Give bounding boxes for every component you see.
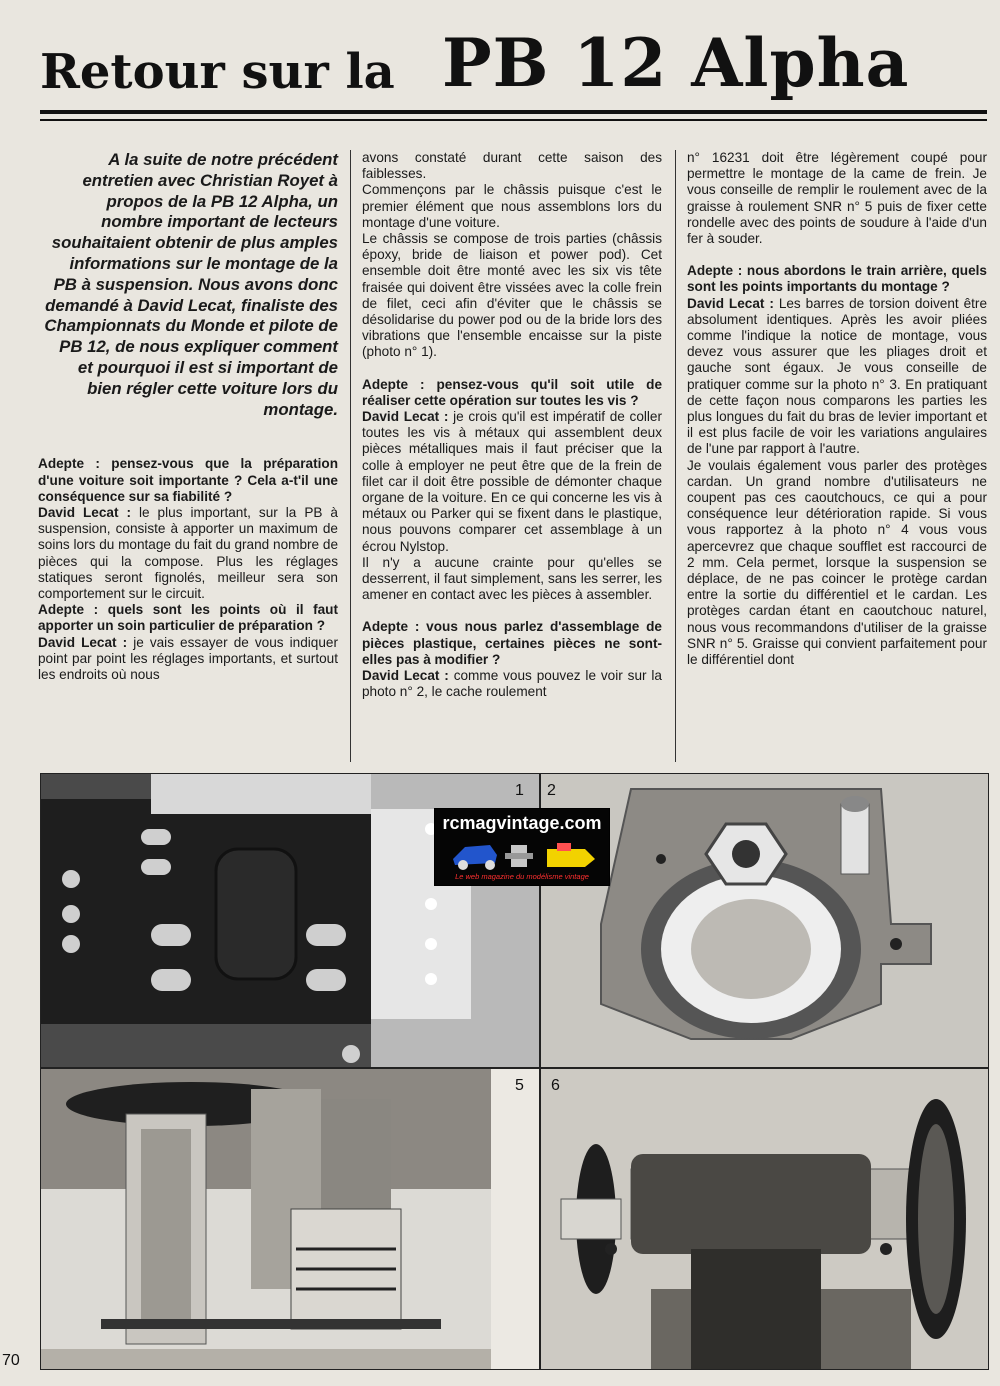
paragraph: Je voulais également vous parler des protèges cardan. Un grand nombre d'utilisateurs ne coupent pas ces caoutchoucs, ce qui a pour conséquence leur détérioration rapide. Si vous vous rapportez à la photo n° 4 vous vous apercevrez que chaque soufflet est raccourci de 2 mm. Cela permet, lorsque la suspension se déplace, de ne pas coincer le protège cardan entre la sortie du différentiel et le cardan. Les protèges cardan étant en caoutchouc naturel, nous vous recommandons d'utiliser de la graisse SNR n° 5. Graisse qui convient parfaitement pour le différentiel dont xyxy=(687,457,987,668)
photo-6-differential xyxy=(540,1068,989,1370)
question-1: Adepte : pensez-vous que la préparation d'une voiture soit importante ? Cela a-t'il une conséquence sur sa fiabilité ? xyxy=(38,456,338,504)
paragraph: Il n'y a aucune crainte pour qu'elles se desserrent, il faut simplement, sans les serrer, les amener en contact avec les pièces à assembler. xyxy=(362,554,662,603)
paragraph: Le châssis se compose de trois parties (châssis époxy, bride de liaison et power pod). Cet ensemble doit être monté avec les six vis tête fraisée qui doivent être vissées avec la colle frein de filet, ceci afin d'éviter que le châssis se désolidarise du power pod ou de la bride lors des vibrations que l'ensemble encaisse sur la piste (photo n° 1). xyxy=(362,231,662,360)
logo-text: rcmagvintage.com xyxy=(442,813,602,833)
title-rule-thin xyxy=(40,119,987,121)
question-5: Adepte : nous abordons le train arrière, quels sont les points importants du montage ? xyxy=(687,263,987,295)
paragraph: Commençons par le châssis puisque c'est le premier élément que nous assemblons lors du montage d'une voiture. xyxy=(362,182,662,230)
photo-number-6: 6 xyxy=(551,1077,560,1094)
title-part-1: Retour sur la xyxy=(40,44,395,100)
answer-4: David Lecat : comme vous pouvez le voir sur la photo n° 2, le cache roulement xyxy=(362,668,662,700)
answer-3: David Lecat : je crois qu'il est impératif de coller toutes les vis à métaux qui assemblent deux pièces métalliques mais il faut préciser que la colle à employer ne peut être que de la frein de filet car il doit être possible de démonter chaque organe de la voiture. En ce qui concerne les vis à métaux ou Parker qui se fixent dans le plastique, nous pouvons comparer cet assemblage à un écrou Nylstop. xyxy=(362,409,663,554)
paragraph: avons constaté durant cette saison des faiblesses. xyxy=(362,150,662,182)
photo-number-1: 1 xyxy=(515,782,524,799)
page-number: 70 xyxy=(2,1352,20,1369)
article-column-1 xyxy=(38,150,338,683)
rcmagvintage-logo xyxy=(434,808,610,886)
photo-number-2: 2 xyxy=(547,782,556,799)
intro-paragraph: A la suite de notre précédent entretien avec Christian Royet à propos de la PB 12 Alpha, un nombre important de lecteurs souhaitaient obtenir de plus amples informations sur le montage de la PB à suspension. Nous avons donc demandé à David Lecat, finaliste des Championnats du Monde et pilote de PB 12, de nous expliquer comment et pourquoi il est si important de bien régler cette voiture lors du montage. xyxy=(44,150,338,419)
column-separator-1 xyxy=(350,150,351,762)
column-separator-2 xyxy=(675,150,676,762)
rear-assembly-image xyxy=(41,1069,539,1369)
differential-image xyxy=(541,1069,988,1369)
photo-5-rear-assembly xyxy=(40,1068,540,1370)
article-column-3 xyxy=(687,150,987,668)
question-3: Adepte : pensez-vous qu'il soit utile de réaliser cette opération sur toutes les vis ? xyxy=(362,376,662,408)
paragraph: n° 16231 doit être légèrement coupé pour permettre le montage de la came de frein. Je vous conseille de remplir le roulement avec de la graisse à roulement SNR n° 5 puis de fixer cette rondelle avec des points de soudure à l'aide d'un fer à souder. xyxy=(687,150,987,247)
article-column-2 xyxy=(362,150,662,701)
page-title xyxy=(40,24,985,102)
answer-1: David Lecat : le plus important, sur la PB à suspension, consiste à apporter un maximum de soins lors du montage du fait du grand nombre de pièces qui la compose. Plus les réglages statiques seront fignolés, meilleur sera son comportement sur le circuit. xyxy=(38,504,339,601)
question-4: Adepte : vous nous parlez d'assemblage de pièces plastique, certaines pièces ne sont-elles pas à modifier ? xyxy=(362,619,662,667)
logo-subtitle: Le web magazine du modélisme vintage xyxy=(455,872,589,881)
answer-2: David Lecat : je vais essayer de vous indiquer point par point les réglages importants, et surtout les endroits où nous xyxy=(38,634,338,682)
answer-5: David Lecat : Les barres de torsion doivent être absolument identiques. Après les avoir pliées comme l'indique la notice de montage, vous devez vous assurer que les pliages droit et gauche sont égaux. Je vous conseille de pratiquer comme sur la photo n° 3. En pratiquant de cette façon nous comparons les parties les plus longues du fait du bras de levier important et il est plus facile de voir les variations angulaires de l'une par rapport à l'autre. xyxy=(687,295,988,457)
photo-number-5: 5 xyxy=(515,1077,524,1094)
title-part-2: PB 12 Alpha xyxy=(442,24,910,102)
title-rule-thick xyxy=(40,110,987,114)
question-2: Adepte : quels sont les points où il faut apporter un soin particulier de préparation ? xyxy=(38,602,338,634)
